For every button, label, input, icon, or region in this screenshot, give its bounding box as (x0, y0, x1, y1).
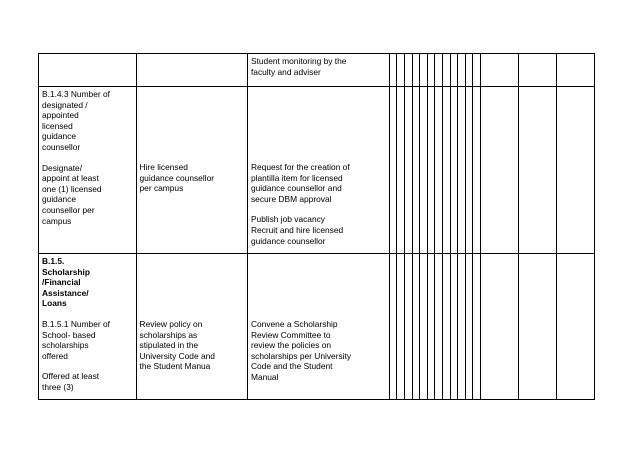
extra-cell (556, 87, 594, 254)
month-cell (458, 254, 466, 400)
month-cell (435, 87, 443, 254)
month-cell (397, 87, 405, 254)
month-cell (389, 254, 397, 400)
month-cell (412, 87, 420, 254)
indicator-text: B.1.5.1 Number of School- based scholarships offered (42, 318, 110, 361)
month-cell (389, 54, 397, 87)
extra-cell (518, 87, 556, 254)
month-cell (405, 87, 413, 254)
month-cell (442, 87, 450, 254)
extra-cell (556, 54, 594, 87)
activity-text: Student monitoring by the faculty and adviser (250, 56, 347, 77)
table-row-student-monitoring (39, 54, 595, 87)
strategy-cell (136, 54, 247, 87)
indicator-cell (39, 87, 137, 254)
month-cell (442, 54, 450, 87)
indicator-cell (39, 254, 137, 400)
table-row-guidance-counsellor (39, 87, 595, 254)
month-cell (405, 254, 413, 400)
month-cell (473, 54, 481, 87)
month-cell (397, 54, 405, 87)
month-cell (427, 54, 435, 87)
strategy-cell (136, 87, 247, 254)
activity-text: Request for the creation of plantilla item for licensed guidance counsellor and secure DBM approval (250, 162, 350, 204)
month-cell (442, 254, 450, 400)
month-cell (465, 87, 473, 254)
strategy-text: Hire licensed guidance counsellor per campus (139, 162, 215, 194)
month-cell (458, 54, 466, 87)
indicator-target: Designate/ appoint at least one (1) licensed guidance counsellor per campus (42, 162, 102, 226)
month-cell (420, 87, 428, 254)
indicator-heading: B.1.5. Scholarship /Financial Assistance/ Loans (42, 256, 90, 309)
month-cell (389, 87, 397, 254)
activity-text: Convene a Scholarship Review Committee to review the policies on scholarships per University Code and the Student Manual (250, 319, 352, 382)
month-cell (450, 254, 458, 400)
month-cell (435, 54, 443, 87)
operational-plan-table (38, 53, 595, 400)
month-cell (450, 87, 458, 254)
month-cell (435, 254, 443, 400)
month-cell (458, 87, 466, 254)
month-cell (420, 254, 428, 400)
month-cell (427, 87, 435, 254)
strategy-text: Review policy on scholarships as stipulated in the University Code and the Student Manua (139, 319, 215, 372)
month-cell (465, 54, 473, 87)
strategy-cell (136, 254, 247, 400)
indicator-heading: B.1.4.3 Number of designated / appointed licensed guidance counsellor (42, 89, 110, 152)
activity-cell (247, 54, 389, 87)
month-cell (420, 54, 428, 87)
month-cell (412, 54, 420, 87)
activity-text: Publish job vacancy Recruit and hire licensed guidance counsellor (250, 214, 344, 246)
month-cell (465, 254, 473, 400)
extra-cell (518, 254, 556, 400)
activity-cell (247, 254, 389, 400)
extra-cell (518, 54, 556, 87)
extra-cell (556, 254, 594, 400)
month-cell (405, 54, 413, 87)
month-cell (473, 87, 481, 254)
extra-cell (480, 54, 518, 87)
extra-cell (480, 87, 518, 254)
extra-cell (480, 254, 518, 400)
month-cell (450, 54, 458, 87)
table-row-scholarship (39, 254, 595, 400)
month-cell (397, 254, 405, 400)
activity-cell (247, 87, 389, 254)
indicator-cell (39, 54, 137, 87)
indicator-target: Offered at least three (3) (42, 371, 100, 392)
month-cell (473, 254, 481, 400)
month-cell (412, 254, 420, 400)
month-cell (427, 254, 435, 400)
